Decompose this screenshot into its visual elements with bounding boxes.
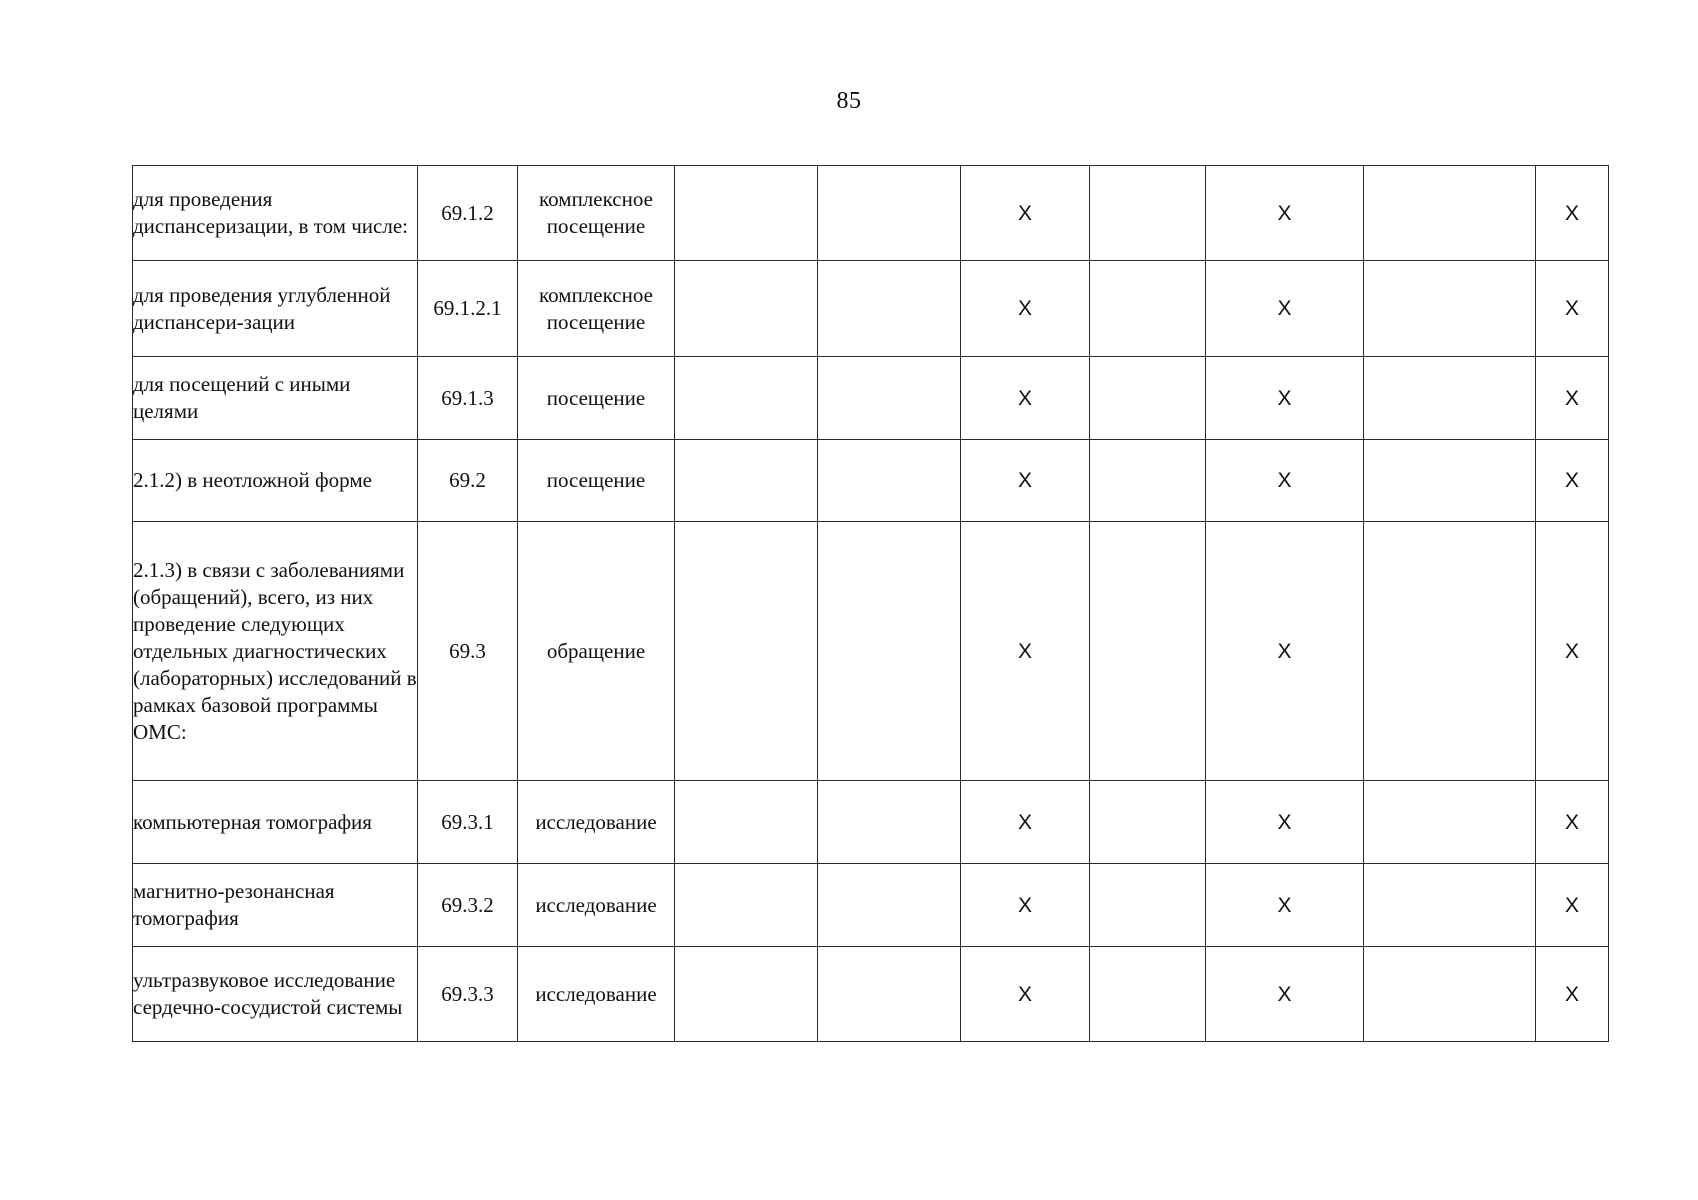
value-cell bbox=[818, 947, 961, 1042]
x-mark-cell: X bbox=[961, 781, 1090, 864]
value-cell bbox=[818, 166, 961, 261]
value-cell bbox=[818, 357, 961, 440]
row-unit-cell: посещение bbox=[518, 357, 675, 440]
row-code-cell: 69.3.1 bbox=[418, 781, 518, 864]
row-name-cell: для посещений с иными целями bbox=[133, 357, 418, 440]
value-cell bbox=[1090, 947, 1206, 1042]
x-mark-cell: X bbox=[961, 864, 1090, 947]
value-cell bbox=[1364, 166, 1536, 261]
x-mark-cell: X bbox=[961, 357, 1090, 440]
value-cell bbox=[675, 947, 818, 1042]
value-cell bbox=[818, 864, 961, 947]
page-number: 85 bbox=[836, 88, 862, 114]
x-mark-cell: X bbox=[1206, 357, 1364, 440]
x-mark-cell: X bbox=[1536, 522, 1609, 781]
value-cell bbox=[675, 357, 818, 440]
value-cell bbox=[675, 440, 818, 522]
row-name-cell: для проведения углубленной диспансери-зации bbox=[133, 261, 418, 357]
value-cell bbox=[1364, 357, 1536, 440]
value-cell bbox=[675, 864, 818, 947]
x-mark-cell: X bbox=[1536, 781, 1609, 864]
x-mark-cell: X bbox=[1206, 440, 1364, 522]
value-cell bbox=[1090, 166, 1206, 261]
value-cell bbox=[1090, 522, 1206, 781]
value-cell bbox=[1090, 864, 1206, 947]
x-mark-cell: X bbox=[961, 440, 1090, 522]
table-row bbox=[133, 166, 1609, 261]
value-cell bbox=[818, 781, 961, 864]
value-cell bbox=[1090, 261, 1206, 357]
row-unit-cell: комплексное посещение bbox=[518, 261, 675, 357]
row-code-cell: 69.1.2 bbox=[418, 166, 518, 261]
value-cell bbox=[818, 261, 961, 357]
value-cell bbox=[1364, 864, 1536, 947]
value-cell bbox=[1090, 781, 1206, 864]
value-cell bbox=[1090, 357, 1206, 440]
row-code-cell: 69.3 bbox=[418, 522, 518, 781]
value-cell bbox=[1364, 781, 1536, 864]
x-mark-cell: X bbox=[1536, 261, 1609, 357]
row-name-cell: 2.1.2) в неотложной форме bbox=[133, 440, 418, 522]
row-name-cell: для проведения диспансеризации, в том числе: bbox=[133, 166, 418, 261]
x-mark-cell: X bbox=[1536, 864, 1609, 947]
row-unit-cell: комплексное посещение bbox=[518, 166, 675, 261]
row-code-cell: 69.3.2 bbox=[418, 864, 518, 947]
row-name-cell: магнитно-резонансная томография bbox=[133, 864, 418, 947]
row-name-cell: ультразвуковое исследование сердечно-сосудистой системы bbox=[133, 947, 418, 1042]
row-code-cell: 69.3.3 bbox=[418, 947, 518, 1042]
value-cell bbox=[1364, 261, 1536, 357]
value-cell bbox=[1364, 522, 1536, 781]
table-row bbox=[133, 864, 1609, 947]
x-mark-cell: X bbox=[1536, 357, 1609, 440]
value-cell bbox=[1364, 440, 1536, 522]
x-mark-cell: X bbox=[961, 947, 1090, 1042]
value-cell bbox=[1364, 947, 1536, 1042]
row-name-cell: 2.1.3) в связи с заболеваниями (обращений), всего, из них проведение следующих отдельных диагностических (лабораторных) исследований в рамках базовой программы ОМС: bbox=[133, 522, 418, 781]
row-code-cell: 69.2 bbox=[418, 440, 518, 522]
row-code-cell: 69.1.3 bbox=[418, 357, 518, 440]
row-name-cell: компьютерная томография bbox=[133, 781, 418, 864]
x-mark-cell: X bbox=[961, 166, 1090, 261]
x-mark-cell: X bbox=[1206, 864, 1364, 947]
x-mark-cell: X bbox=[1206, 261, 1364, 357]
value-cell bbox=[675, 781, 818, 864]
row-unit-cell: обращение bbox=[518, 522, 675, 781]
row-unit-cell: исследование bbox=[518, 947, 675, 1042]
value-cell bbox=[675, 261, 818, 357]
value-cell bbox=[1090, 440, 1206, 522]
row-unit-cell: посещение bbox=[518, 440, 675, 522]
table-row bbox=[133, 781, 1609, 864]
table-row bbox=[133, 947, 1609, 1042]
value-cell bbox=[675, 166, 818, 261]
x-mark-cell: X bbox=[1536, 440, 1609, 522]
table-row bbox=[133, 522, 1609, 781]
x-mark-cell: X bbox=[1536, 947, 1609, 1042]
row-unit-cell: исследование bbox=[518, 781, 675, 864]
x-mark-cell: X bbox=[1206, 781, 1364, 864]
value-cell bbox=[818, 522, 961, 781]
x-mark-cell: X bbox=[961, 261, 1090, 357]
table-row bbox=[133, 440, 1609, 522]
x-mark-cell: X bbox=[1206, 522, 1364, 781]
table-row bbox=[133, 357, 1609, 440]
x-mark-cell: X bbox=[961, 522, 1090, 781]
x-mark-cell: X bbox=[1206, 947, 1364, 1042]
table-row bbox=[133, 261, 1609, 357]
services-table bbox=[132, 165, 1609, 1042]
value-cell bbox=[818, 440, 961, 522]
row-unit-cell: исследование bbox=[518, 864, 675, 947]
x-mark-cell: X bbox=[1206, 166, 1364, 261]
value-cell bbox=[675, 522, 818, 781]
row-code-cell: 69.1.2.1 bbox=[418, 261, 518, 357]
x-mark-cell: X bbox=[1536, 166, 1609, 261]
